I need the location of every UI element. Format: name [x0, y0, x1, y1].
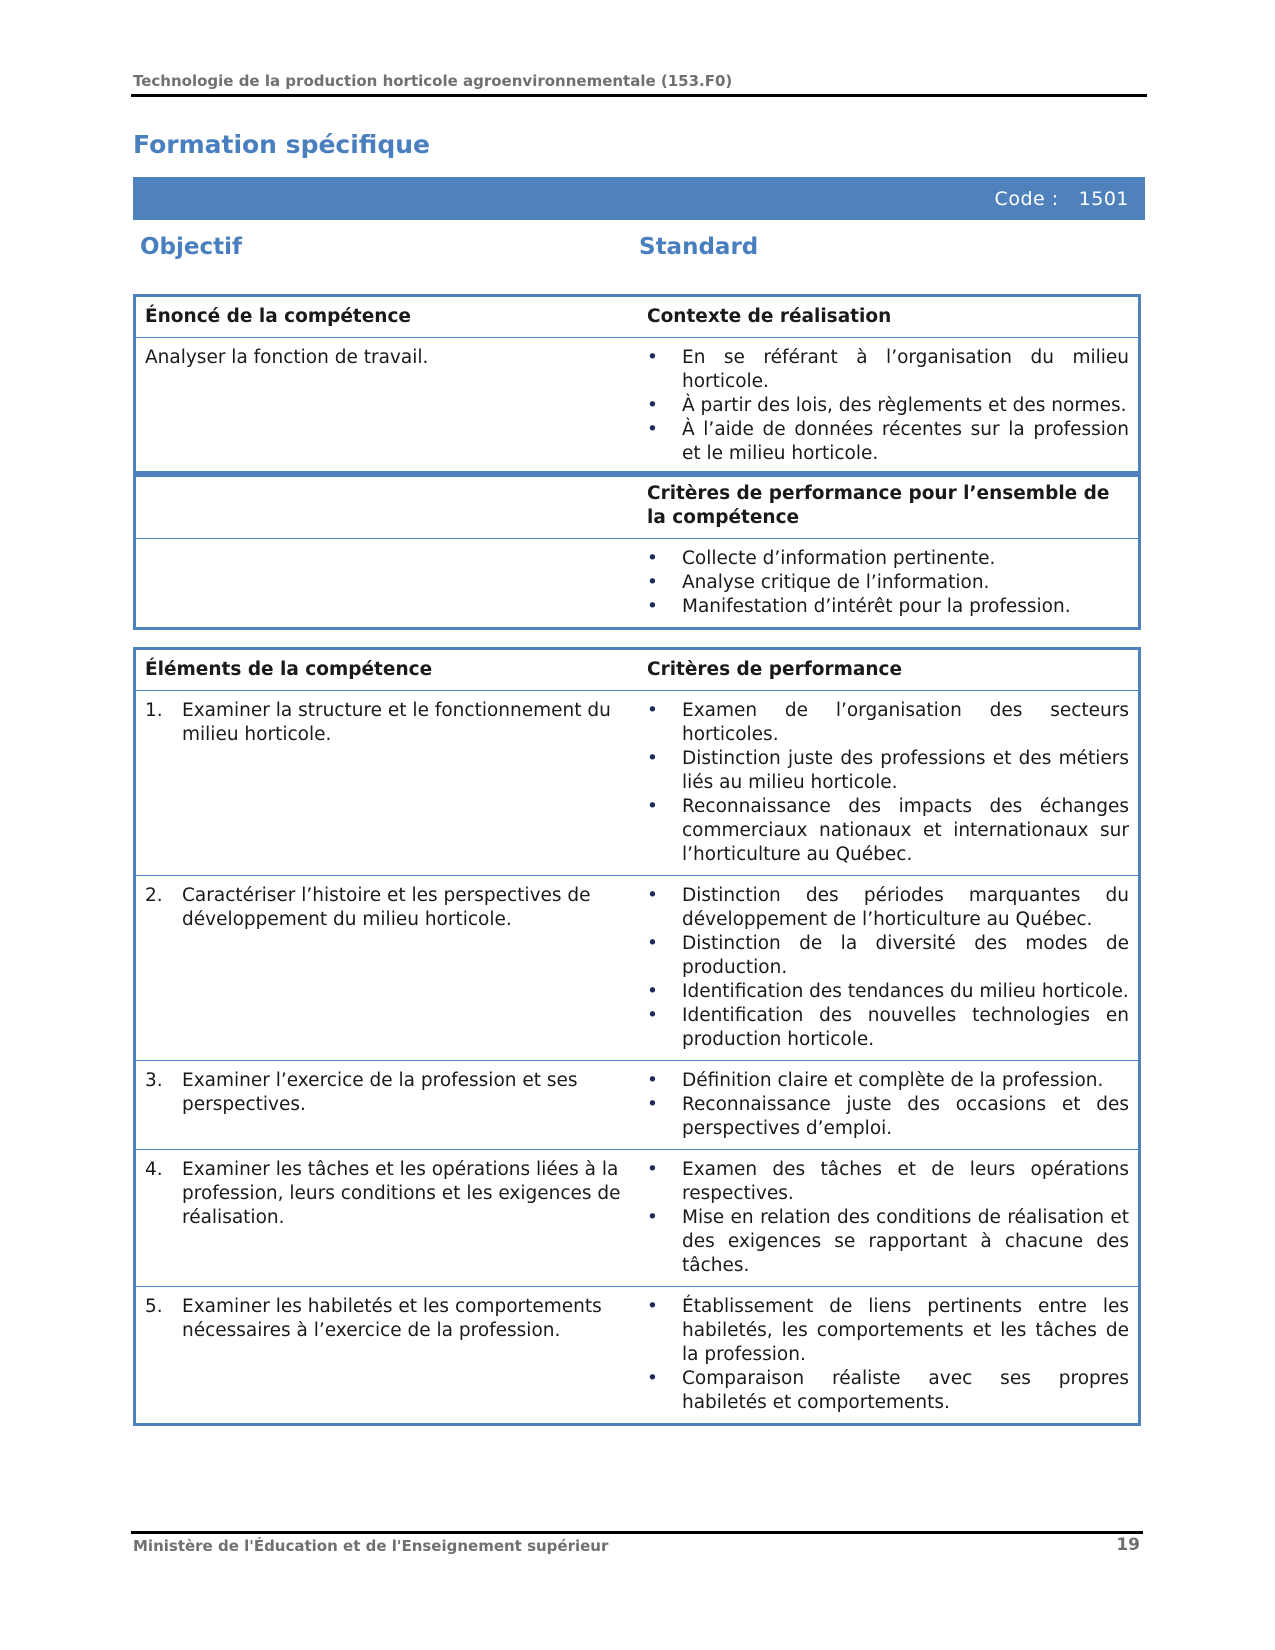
list-item: • Distinction des périodes marquantes du développement de l’horticulture au Québec. — [647, 884, 1129, 932]
element-item — [145, 1069, 629, 1117]
element-text: Examiner les habiletés et les comportements nécessaires à l’exercice de la profession. — [182, 1296, 602, 1341]
context-cell — [638, 338, 1138, 474]
statement-header: Énoncé de la compétence — [145, 306, 411, 327]
table-row — [136, 690, 1138, 875]
list-item: • En se référant à l’organisation du milieu horticole. — [647, 346, 1129, 394]
list-item: • À partir des lois, des règlements et des normes. — [647, 394, 1129, 418]
table-header-row — [136, 650, 1138, 690]
list-item: • Distinction juste des professions et des métiers liés au milieu horticole. — [647, 747, 1129, 795]
element-text: Examiner les tâches et les opérations liées à la profession, leurs conditions et les exigences de réalisation. — [182, 1159, 621, 1228]
list-item: • Distinction de la diversité des modes de production. — [647, 932, 1129, 980]
element-cell — [136, 691, 638, 875]
element-item — [145, 1295, 629, 1343]
objectif-heading: Objectif — [140, 234, 243, 260]
running-header: Technologie de la production horticole agroenvironnementale (153.F0) — [133, 72, 733, 90]
table-row — [136, 1149, 1138, 1286]
empty-cell — [136, 539, 638, 627]
list-item: • Reconnaissance juste des occasions et des perspectives d’emploi. — [647, 1093, 1129, 1141]
list-item: • À l’aide de données récentes sur la profession et le milieu horticole. — [647, 418, 1129, 466]
list-item: • Identification des tendances du milieu horticole. — [647, 980, 1129, 1004]
code-label: Code : — [994, 187, 1059, 210]
criteria-list — [647, 884, 1129, 1052]
criteria-list — [647, 699, 1129, 867]
criteria-cell — [638, 1150, 1138, 1286]
element-number: 3. — [145, 1070, 163, 1091]
table-header-row — [136, 474, 1138, 538]
element-cell — [136, 876, 638, 1060]
element-item — [145, 699, 629, 747]
context-header: Contexte de réalisation — [647, 306, 892, 327]
global-criteria-list — [647, 547, 1129, 619]
criteria-list — [647, 1295, 1129, 1415]
table-row — [136, 337, 1138, 474]
list-item: • Analyse critique de l’information. — [647, 571, 1129, 595]
elements-table — [133, 647, 1141, 1426]
global-criteria-header: Critères de performance pour l’ensemble de la compétence — [647, 483, 1110, 528]
table-row — [136, 1060, 1138, 1149]
global-criteria-cell — [638, 539, 1138, 627]
list-item: • Établissement de liens pertinents entre les habiletés, les comportements et les tâches de la profession. — [647, 1295, 1129, 1367]
footer-rule — [131, 1531, 1143, 1534]
page-number: 19 — [1116, 1535, 1140, 1555]
elements-header: Éléments de la compétence — [145, 659, 433, 680]
context-list — [647, 346, 1129, 466]
section-title: Formation spécifique — [133, 130, 430, 159]
criteria-cell — [638, 1287, 1138, 1423]
element-number: 4. — [145, 1159, 163, 1180]
code-bar — [133, 177, 1145, 220]
list-item: • Manifestation d’intérêt pour la profession. — [647, 595, 1129, 619]
table-row — [136, 1286, 1138, 1423]
footer-publisher: Ministère de l'Éducation et de l'Enseignement supérieur — [133, 1537, 609, 1555]
element-cell — [136, 1150, 638, 1286]
criteria-list — [647, 1069, 1129, 1141]
element-item — [145, 884, 629, 932]
list-item: • Reconnaissance des impacts des échanges commerciaux nationaux et internationaux sur l’horticulture au Québec. — [647, 795, 1129, 867]
element-number: 1. — [145, 700, 163, 721]
element-number: 2. — [145, 885, 163, 906]
list-item: • Identification des nouvelles technologies en production horticole. — [647, 1004, 1129, 1052]
element-cell — [136, 1061, 638, 1149]
criteria-cell — [638, 691, 1138, 875]
list-item: • Examen de l’organisation des secteurs horticoles. — [647, 699, 1129, 747]
standard-heading: Standard — [639, 234, 759, 260]
list-item: • Définition claire et complète de la profession. — [647, 1069, 1129, 1093]
competence-table — [133, 294, 1141, 477]
table-row — [136, 875, 1138, 1060]
list-item: • Examen des tâches et de leurs opérations respectives. — [647, 1158, 1129, 1206]
criteria-cell — [638, 1061, 1138, 1149]
element-text: Examiner la structure et le fonctionnement du milieu horticole. — [182, 700, 611, 745]
criteria-header: Critères de performance — [647, 659, 903, 680]
empty-cell — [136, 474, 638, 538]
criteria-list — [647, 1158, 1129, 1278]
list-item: • Mise en relation des conditions de réalisation et des exigences se rapportant à chacune des tâches. — [647, 1206, 1129, 1278]
criteria-cell — [638, 876, 1138, 1060]
element-text: Caractériser l’histoire et les perspectives de développement du milieu horticole. — [182, 885, 591, 930]
header-rule — [131, 94, 1147, 97]
element-number: 5. — [145, 1296, 163, 1317]
element-text: Examiner l’exercice de la profession et ses perspectives. — [182, 1070, 578, 1115]
table-header-row — [136, 297, 1138, 337]
list-item: • Comparaison réaliste avec ses propres habiletés et comportements. — [647, 1367, 1129, 1415]
element-item — [145, 1158, 629, 1230]
code-value: 1501 — [1078, 187, 1129, 210]
global-criteria-table — [133, 471, 1141, 630]
table-row — [136, 538, 1138, 627]
element-cell — [136, 1287, 638, 1423]
list-item: • Collecte d’information pertinente. — [647, 547, 1129, 571]
competence-statement: Analyser la fonction de travail. — [145, 347, 429, 368]
